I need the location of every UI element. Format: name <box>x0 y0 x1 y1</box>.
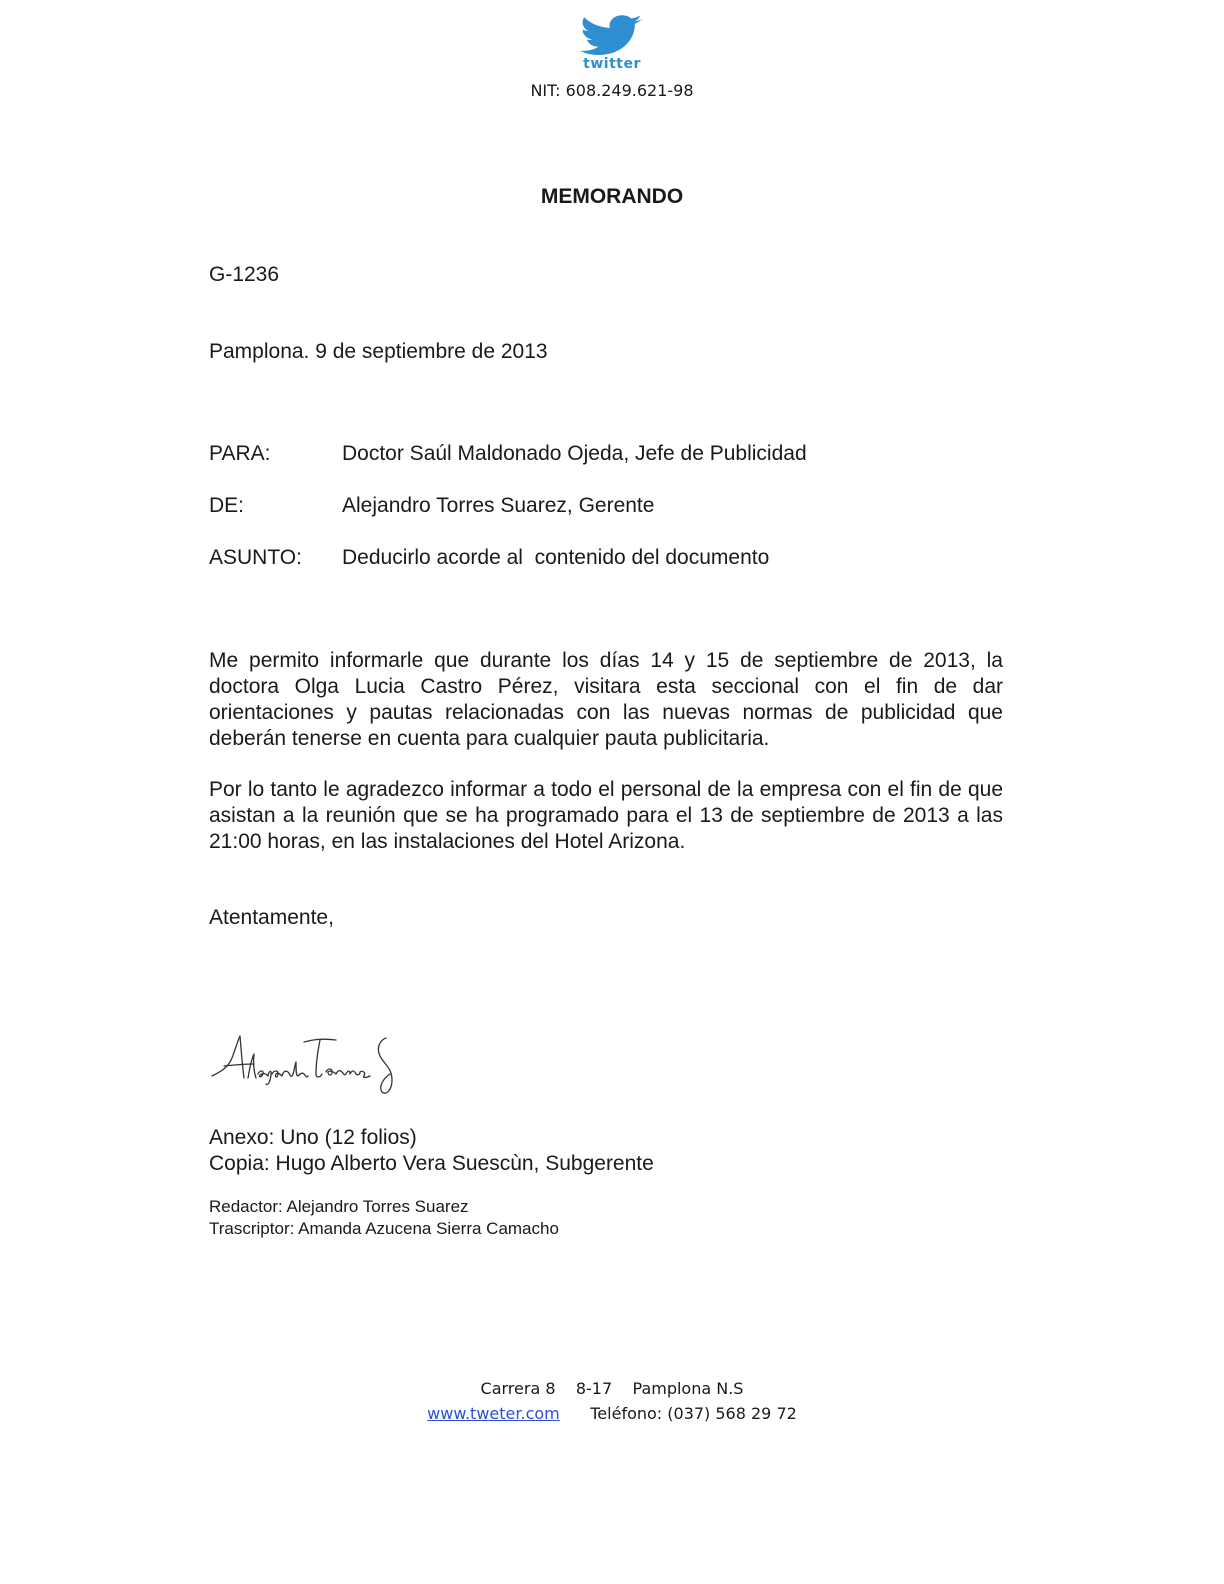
field-value-para: Doctor Saúl Maldonado Ojeda, Jefe de Publicidad <box>342 442 807 465</box>
footer-contact <box>0 1403 1224 1425</box>
field-value-de: Alejandro Torres Suarez, Gerente <box>342 494 655 517</box>
website-link[interactable]: www.tweter.com <box>427 1404 560 1423</box>
company-nit: NIT: 608.249.621-98 <box>530 81 694 100</box>
field-label-asunto: ASUNTO: <box>209 546 302 569</box>
twitter-bird-icon <box>579 14 645 58</box>
field-value-asunto: Deducirlo acorde al contenido del documento <box>342 546 770 569</box>
field-label-para: PARA: <box>209 442 271 465</box>
annex-line: Anexo: Uno (12 folios) <box>209 1126 417 1149</box>
transcriptor-line: Trascriptor: Amanda Azucena Sierra Camacho <box>209 1219 559 1238</box>
body-paragraph: Me permito informarle que durante los días 14 y 15 de septiembre de 2013, la doctora Olga Lucia Castro Pérez, visitara esta seccional con el fin de dar orientaciones y pautas relacionadas con las nuevas normas de publicidad que deberán tenerse en cuenta para cualquier pauta publicitaria. <box>209 649 1003 750</box>
signature-image <box>208 1028 408 1102</box>
company-logo <box>572 14 652 78</box>
footer-spacer <box>560 1404 591 1423</box>
body-paragraph: Por lo tanto le agradezco informar a todo el personal de la empresa con el fin de que asistan a la reunión que se ha programado para el 13 de septiembre de 2013 a las 21:00 horas, en las instalaciones del Hotel Arizona. <box>209 778 1003 853</box>
field-label-de: DE: <box>209 494 245 517</box>
footer-address: Carrera 8 8-17 Pamplona N.S <box>480 1379 744 1398</box>
footer-phone: Teléfono: (037) 568 29 72 <box>590 1404 797 1423</box>
memo-reference: G-1236 <box>209 263 280 286</box>
memo-date: Pamplona. 9 de septiembre de 2013 <box>209 340 548 363</box>
logo-wordmark: twitter <box>583 56 641 72</box>
document-title: MEMORANDO <box>540 185 684 208</box>
redactor-line: Redactor: Alejandro Torres Suarez <box>209 1197 469 1216</box>
closing-salutation: Atentamente, <box>209 906 334 929</box>
copy-line: Copia: Hugo Alberto Vera Suescùn, Subgerente <box>209 1152 654 1175</box>
